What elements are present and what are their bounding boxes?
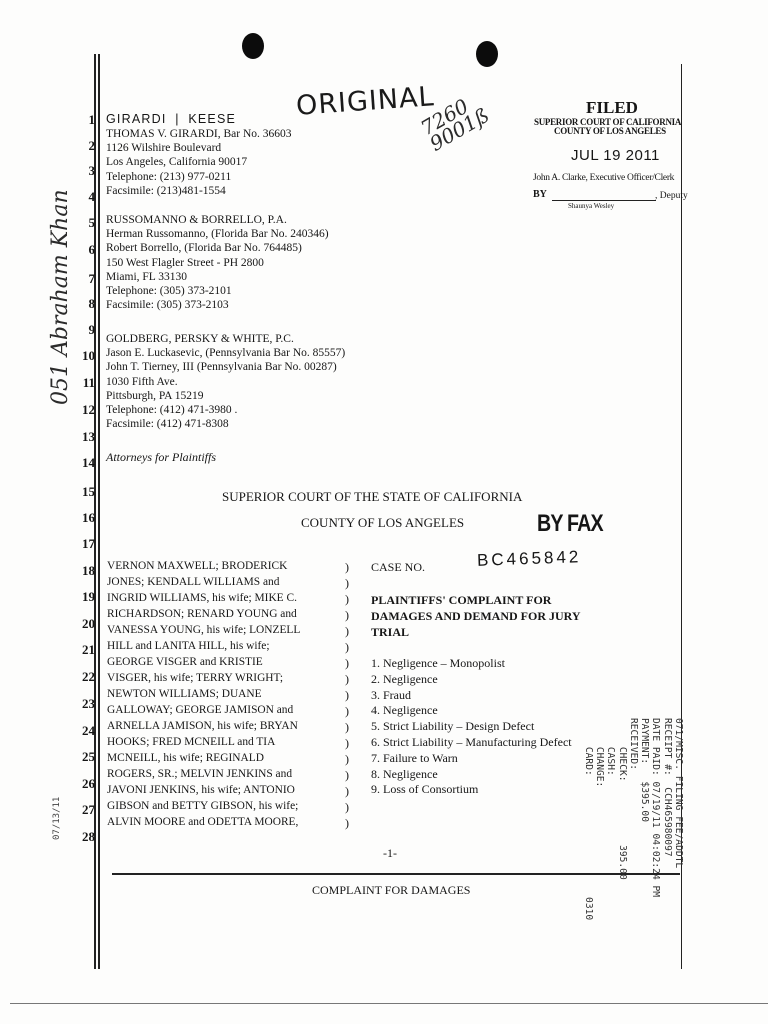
caption-paren: ) <box>345 768 349 782</box>
line-number: 4 <box>88 189 95 204</box>
receipt-line: 071/MISC. FILING FEE/ADDTL <box>673 718 684 869</box>
party-line: VANESSA YOUNG, his wife; LONZELL <box>107 624 301 636</box>
party-line: NEWTON WILLIAMS; DUANE <box>107 688 262 700</box>
caption-paren: ) <box>345 576 349 590</box>
receipt-line: CASH: <box>605 718 617 776</box>
cause-item: 5. Strict Liability – Design Defect <box>371 719 535 734</box>
line-number: 15 <box>82 484 95 499</box>
line-number: 23 <box>82 696 95 711</box>
receipt-line: CHECK: 395.00 <box>616 718 628 880</box>
caption-paren: ) <box>345 624 349 638</box>
footer-title: COMPLAINT FOR DAMAGES <box>312 883 471 897</box>
receipt-line: RECEIVED: <box>627 718 639 770</box>
party-line: HILL and LANITA HILL, his wife; <box>107 640 270 652</box>
left-fax-date: 07/13/11 <box>52 796 62 840</box>
firm2-block <box>106 213 329 312</box>
bottom-scan-edge <box>10 1003 768 1004</box>
caption-paren: ) <box>345 816 349 830</box>
filed-date: JUL 19 2011 <box>571 147 660 164</box>
filed-deputy: , Deputy <box>655 191 688 201</box>
counsel-line: Facsimile: (412) 471-8308 <box>106 418 229 431</box>
line-number: 6 <box>88 242 95 257</box>
complaint-title-line: PLAINTIFFS' COMPLAINT FOR <box>371 593 552 607</box>
caption-paren: ) <box>345 752 349 766</box>
line-number: 3 <box>88 163 95 178</box>
party-line: ARNELLA JAMISON, his wife; BRYAN <box>107 720 298 732</box>
punch-hole-right <box>476 41 498 67</box>
party-line: MCNEILL, his wife; REGINALD <box>107 752 264 764</box>
line-number: 13 <box>82 429 95 444</box>
counsel-line: RUSSOMANNO & BORRELLO, P.A. <box>106 214 287 226</box>
line-number: 22 <box>82 669 95 684</box>
cause-item: 4. Negligence <box>371 703 438 718</box>
counsel-line: Pittsburgh, PA 15219 <box>106 389 204 402</box>
firm1-separator: | <box>175 112 180 126</box>
left-margin-rule-inner <box>98 54 100 969</box>
line-number: 1 <box>88 112 95 127</box>
cause-item: 7. Failure to Warn <box>371 750 458 765</box>
cause-item: 2. Negligence <box>371 671 438 686</box>
counsel-line: Facsimile: (305) 373-2103 <box>106 299 229 312</box>
counsel-line: 1030 Fifth Ave. <box>106 375 178 388</box>
filed-court-line1: SUPERIOR COURT OF CALIFORNIA <box>534 117 682 127</box>
margin-handwriting: 051 Abraham Khan <box>48 189 73 405</box>
cause-item: 1. Negligence – Monopolist <box>371 656 505 670</box>
party-line: JAVONI JENKINS, his wife; ANTONIO <box>107 784 295 796</box>
counsel-line: 1126 Wilshire Boulevard <box>106 142 222 155</box>
filing-fee-receipt <box>582 718 684 921</box>
counsel-line: Telephone: (305) 373-2101 <box>106 285 232 298</box>
counsel-line: THOMAS V. GIRARDI, Bar No. 36603 <box>106 128 292 140</box>
filed-court-line2: COUNTY OF LOS ANGELES <box>554 126 666 136</box>
case-label: CASE NO. <box>371 560 426 574</box>
complaint-title-line: TRIAL <box>371 625 410 639</box>
counsel-line: 150 West Flagler Street - PH 2800 <box>106 256 264 269</box>
line-number: 12 <box>82 402 95 417</box>
line-number: 19 <box>82 589 95 604</box>
caption-paren: ) <box>345 608 349 622</box>
line-number: 16 <box>82 510 95 525</box>
caption-paren: ) <box>345 672 349 686</box>
party-line: HOOKS; FRED MCNEILL and TIA <box>107 736 276 748</box>
attorneys-for: Attorneys for Plaintiffs <box>106 450 216 464</box>
filed-clerk-name: Shaunya Wesley <box>568 202 615 210</box>
counsel-line: Herman Russomanno, (Florida Bar No. 240346) <box>106 228 329 241</box>
counsel-line: Jason E. Luckasevic, (Pennsylvania Bar No. 85557) <box>106 347 346 360</box>
caption-paren: ) <box>345 656 349 670</box>
party-line: RICHARDSON; RENARD YOUNG and <box>107 608 297 620</box>
line-number: 7 <box>88 271 95 286</box>
party-line: GEORGE VISGER and KRISTIE <box>107 656 263 668</box>
case-number: BC465842 <box>476 547 582 570</box>
filed-officer: John A. Clarke, Executive Officer/Clerk <box>533 173 675 183</box>
line-number: 27 <box>82 802 95 817</box>
handwritten-code: 7260 9001ß <box>416 93 494 156</box>
causes-of-action <box>371 656 572 798</box>
line-number: 11 <box>82 375 95 390</box>
complaint-title <box>371 592 581 640</box>
court-name: SUPERIOR COURT OF THE STATE OF CALIFORNIA <box>222 489 523 504</box>
caption-paren: ) <box>345 784 349 798</box>
counsel-line: Facsimile: (213)481-1554 <box>106 184 226 197</box>
line-number: 14 <box>82 455 95 470</box>
firm1-name: GIRARDI <box>106 112 167 126</box>
caption-paren: ) <box>345 560 349 574</box>
caption-paren: ) <box>345 704 349 718</box>
cause-item: 9. Loss of Consortium <box>371 782 479 797</box>
party-line: GIBSON and BETTY GIBSON, his wife; <box>107 800 299 812</box>
complaint-title-line: DAMAGES AND DEMAND FOR JURY <box>371 609 581 623</box>
line-number: 24 <box>82 723 95 738</box>
line-number: 21 <box>82 642 95 657</box>
counsel-line: John T. Tierney, III (Pennsylvania Bar No. 00287) <box>106 361 337 374</box>
firm1-name-2: KEESE <box>188 112 237 126</box>
cause-item: 6. Strict Liability – Manufacturing Defect <box>371 734 572 749</box>
court-county: COUNTY OF LOS ANGELES <box>301 515 465 530</box>
line-number: 17 <box>82 536 95 551</box>
party-line: JONES; KENDALL WILLIAMS and <box>107 576 280 588</box>
receipt-line: RECEIPT #: CCH465980097 <box>661 718 673 857</box>
party-line: ALVIN MOORE and ODETTA MOORE, <box>107 816 299 828</box>
firm1-block <box>106 127 292 198</box>
line-number: 28 <box>82 829 95 844</box>
line-number: 25 <box>82 749 95 764</box>
party-line: VISGER, his wife; TERRY WRIGHT; <box>107 672 284 684</box>
line-number: 26 <box>82 776 95 791</box>
caption-paren: ) <box>345 800 349 814</box>
line-number: 5 <box>88 215 95 230</box>
line-number: 18 <box>82 563 95 578</box>
caption-paren: ) <box>345 720 349 734</box>
counsel-line: GOLDBERG, PERSKY & WHITE, P.C. <box>106 333 294 345</box>
original-stamp: ORIGINAL <box>295 81 436 122</box>
line-number: 20 <box>82 616 95 631</box>
counsel-line: Miami, FL 33130 <box>106 270 188 283</box>
party-line: INGRID WILLIAMS, his wife; MIKE C. <box>107 592 297 604</box>
filed-signature-line <box>552 200 656 201</box>
cause-item: 3. Fraud <box>371 687 411 702</box>
cause-item: 8. Negligence <box>371 766 438 781</box>
caption-paren: ) <box>345 592 349 606</box>
party-line: GALLOWAY; GEORGE JAMISON and <box>107 704 294 716</box>
counsel-line: Telephone: (213) 977-0211 <box>106 170 232 183</box>
filed-by-label: BY <box>533 189 547 200</box>
by-fax-stamp: BY FAX <box>537 510 603 537</box>
line-number: 8 <box>88 296 95 311</box>
page-number: -1- <box>383 846 397 860</box>
firm1-header <box>106 112 236 126</box>
caption-paren: ) <box>345 736 349 750</box>
counsel-line: Telephone: (412) 471-3980 . <box>106 404 238 417</box>
line-number: 9 <box>88 322 95 337</box>
line-number: 2 <box>88 138 95 153</box>
receipt-line: PAYMENT: $395.00 <box>639 718 651 822</box>
receipt-line: DATE PAID: 07/19/11 04:02:24 PM <box>650 718 662 898</box>
party-line: VERNON MAXWELL; BRODERICK <box>107 560 288 572</box>
party-line: ROGERS, SR.; MELVIN JENKINS and <box>107 768 293 780</box>
receipt-line: CARD: 0310 <box>582 718 594 921</box>
filed-title: FILED <box>586 98 638 117</box>
counsel-line: Robert Borrello, (Florida Bar No. 764485) <box>106 242 302 255</box>
firm3-block <box>106 332 345 431</box>
caption-paren: ) <box>345 688 349 702</box>
counsel-line: Los Angeles, California 90017 <box>106 156 248 169</box>
caption-paren: ) <box>345 640 349 654</box>
punch-hole-left <box>242 33 264 59</box>
line-number: 10 <box>82 348 95 363</box>
receipt-line: CHANGE: <box>593 718 605 788</box>
